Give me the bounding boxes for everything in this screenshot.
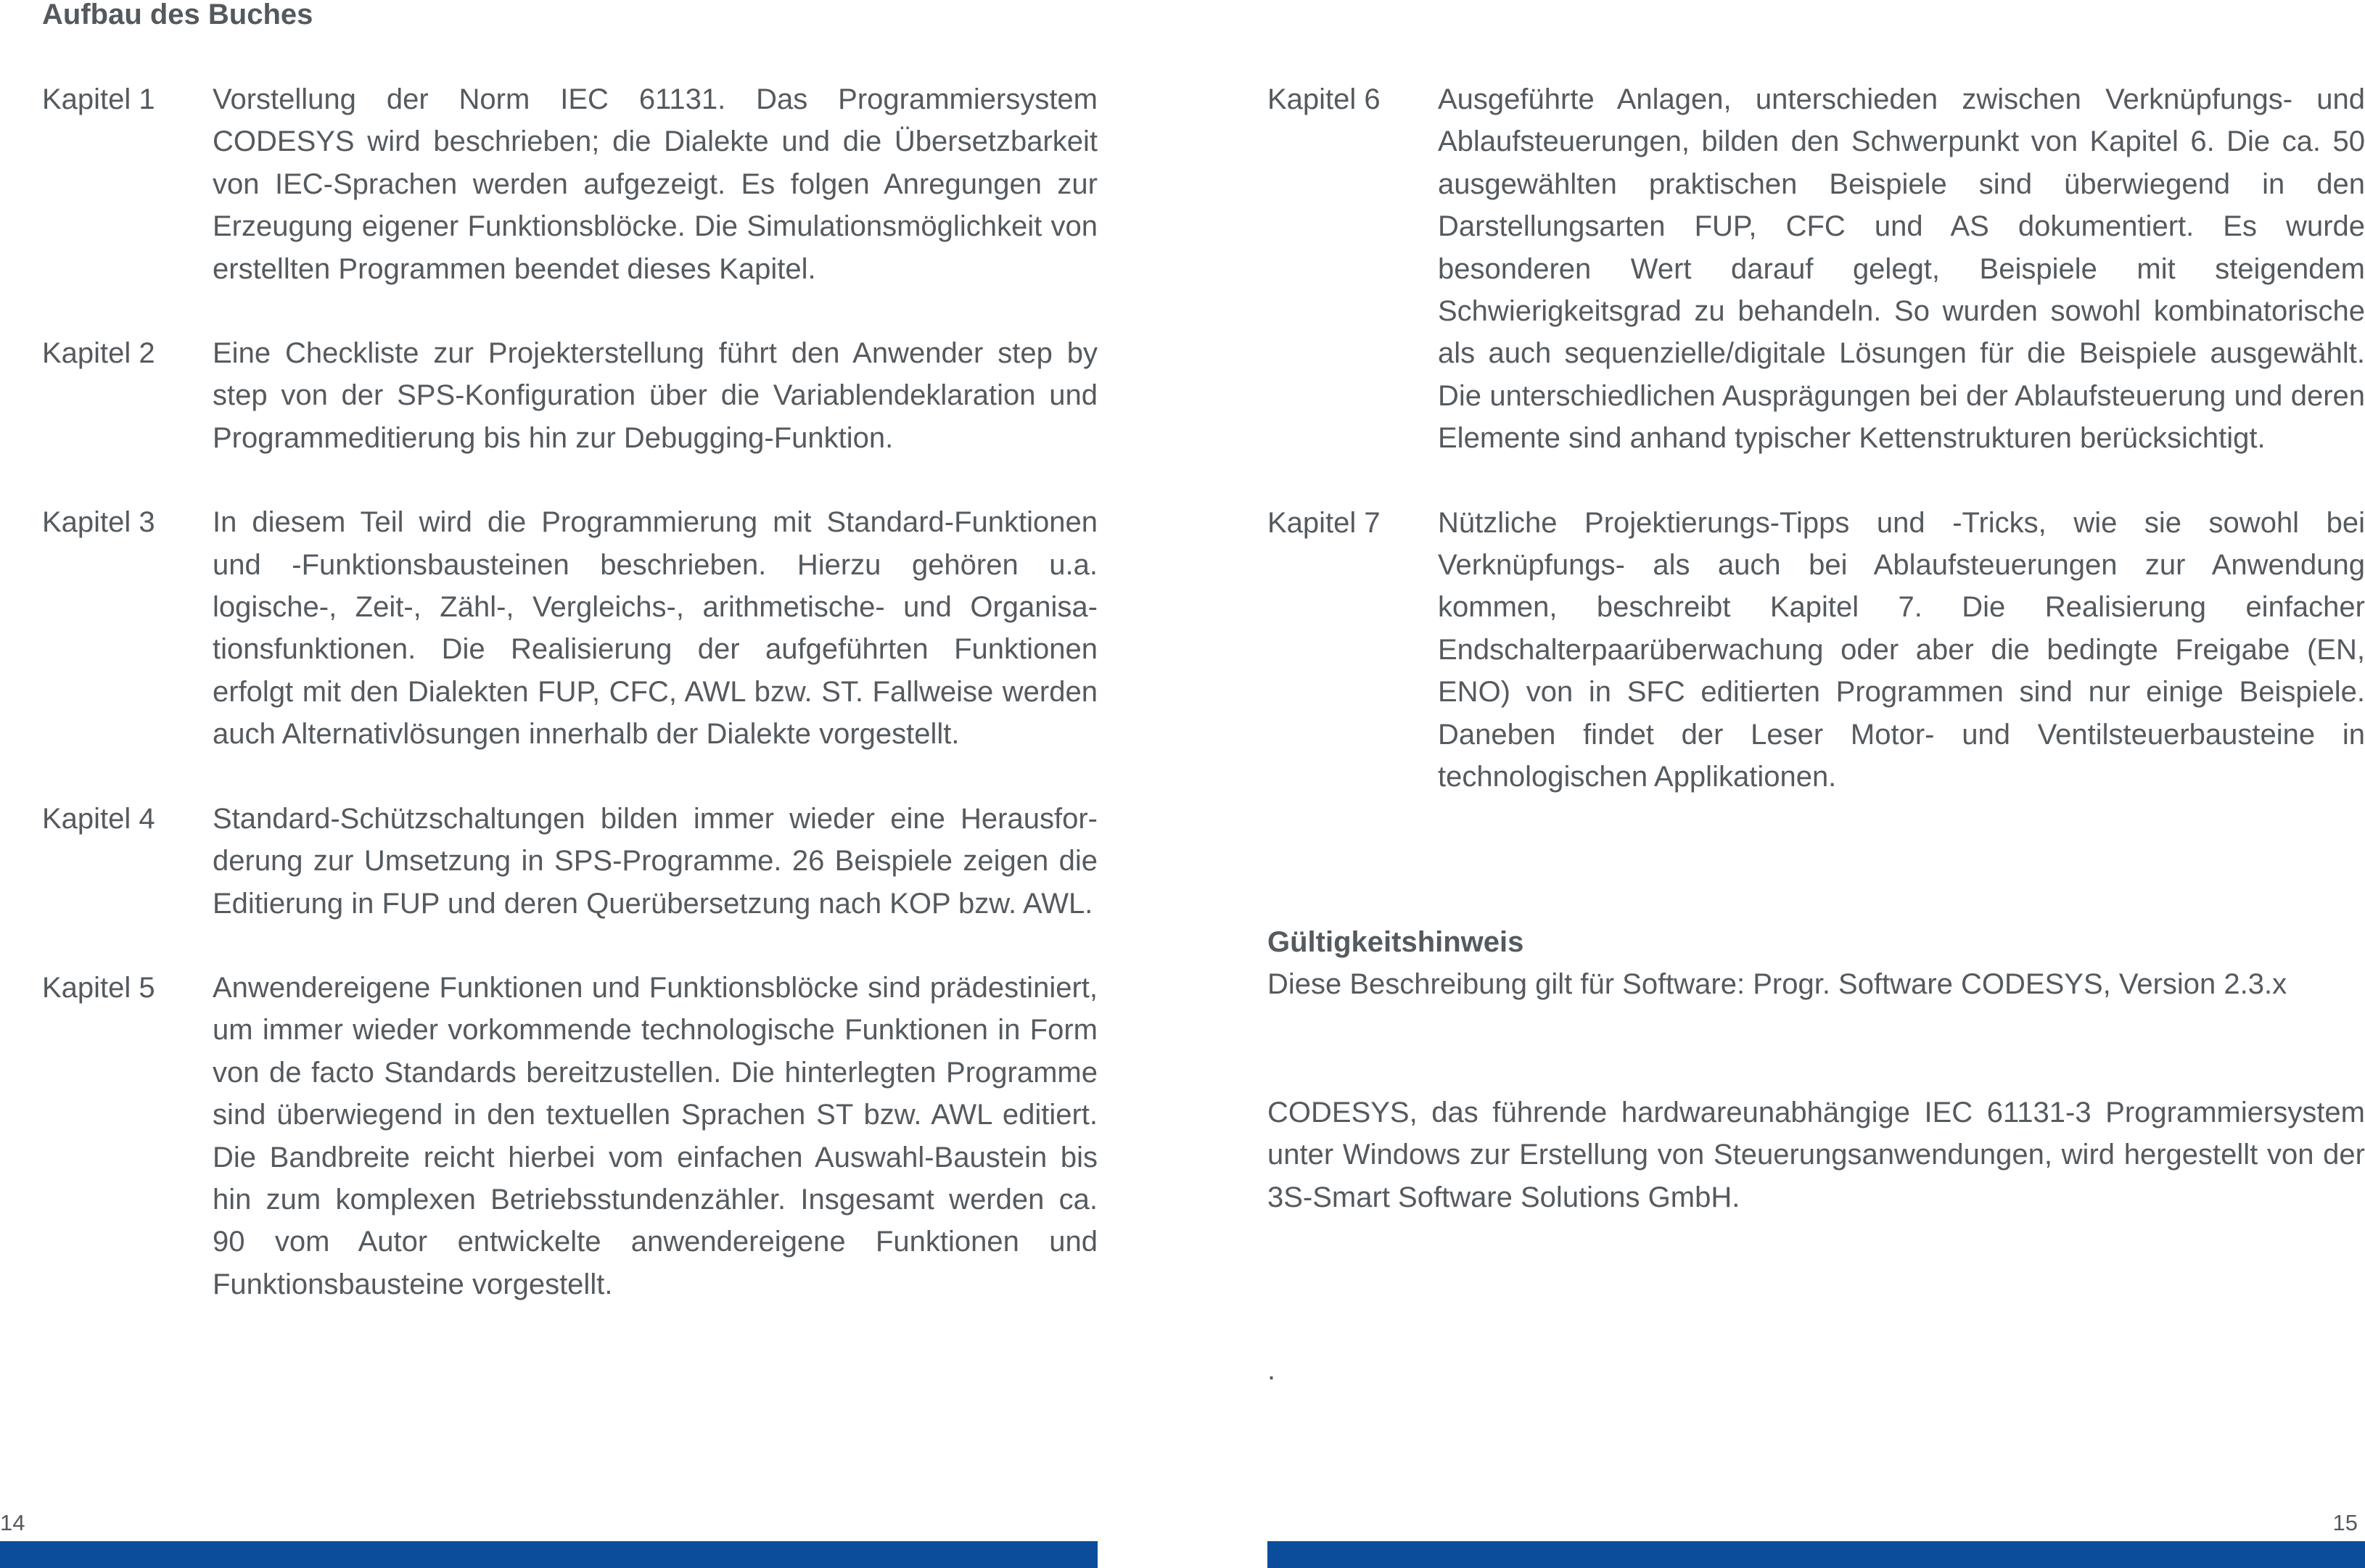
chapter-entry	[1267, 78, 2365, 460]
chapter-label: Kapitel 3	[42, 506, 155, 539]
chapter-text: Eine Checkliste zur Projekterstellung führt den Anwender step by step von der SPS-Konfiguration über die Variablendeklaration und Programmeditierung bis hin zur Debugging-Funktion.	[213, 337, 1098, 454]
validity-notice	[1267, 921, 2365, 1006]
stray-dot: .	[1267, 1354, 1276, 1386]
chapter-entry	[42, 332, 1098, 459]
chapter-label: Kapitel 1	[42, 83, 155, 115]
chapter-entry	[42, 798, 1098, 925]
notice-text: Diese Beschreibung gilt für Software: Progr. Software CODESYS, Version 2.3.x	[1267, 968, 2287, 1001]
page-number-right: 15	[2332, 1510, 2358, 1535]
left-column	[42, 78, 1098, 1348]
codesys-paragraph: CODESYS, das führende hardwareunabhängige IEC 61131-3 Programmiersystem unter Windows zur Erstellung von Steuerungsanwendungen, wird hergestellt von der 3S-Smart Software Solutions GmbH.	[1267, 1097, 2365, 1213]
chapter-text: Standard-Schützschaltungen bilden immer wieder eine Herausforderung zur Umsetzung in SPS-Programme. 26 Beispiele zeigen die Editierung in FUP und deren Querübersetzung nach KOP bzw. AWL.	[213, 802, 1098, 920]
chapter-text: Nützliche Projektierungs-Tipps und -Tricks, wie sie sowohl bei Verknüpfungs- als auch bei Ablaufsteuerungen zur Anwendung kommen, beschreibt Kapitel 7. Die Realisierung einfacher Endschalterpaarüberwachung oder aber die bedingte Freigabe (EN, ENO) von in SFC editierten Programmen sind nur einige Beispiele. Daneben findet der Leser Motor- und Ventilsteuerbausteine in technologischen Applikationen.	[1438, 506, 2365, 793]
footer-bar-right	[1267, 1541, 2365, 1568]
chapter-entry	[42, 967, 1098, 1305]
chapter-label: Kapitel 6	[1267, 83, 1381, 115]
chapter-entry	[42, 78, 1098, 290]
chapter-text: In diesem Teil wird die Programmierung mit Standard-Funktionen und -Funktionsbausteinen beschrieben. Hierzu gehören u.a. logische-, Zeit-, Zähl-, Vergleichs-, arithmetische- und Organisationsfunktionen. Die Realisierung der aufgeführten Funktionen erfolgt mit den Dialekten FUP, CFC, AWL bzw. ST. Fallweise werden auch Alternativlösungen innerhalb der Dialekte vorgestellt.	[213, 506, 1098, 751]
chapter-text: Anwendereigene Funktionen und Funktionsblöcke sind prädestiniert, um immer wieder vorkommende technologische Funktionen in Form von de facto Standards bereitzustellen. Die hinterlegten Programme sind überwiegend in den textuellen Sprachen ST bzw. AWL editiert. Die Bandbreite reicht hierbei vom einfachen Auswahl-Baustein bis hin zum komplexen Betriebsstundenzähler. Insgesamt werden ca. 90 vom Autor entwickelte anwendereigene Funktionen und Funktionsbausteine vorgestellt.	[213, 971, 1098, 1300]
page-number-left: 14	[0, 1510, 25, 1535]
chapter-label: Kapitel 4	[42, 802, 155, 835]
notice-title: Gültigkeitshinweis	[1267, 926, 1524, 958]
chapter-entry	[1267, 502, 2365, 799]
chapter-entry	[42, 501, 1098, 755]
chapter-text: Ausgeführte Anlagen, unterschieden zwischen Verknüpfungs- und Ablaufsteuerungen, bilden den Schwerpunkt von Kapitel 6. Die ca. 50 ausgewählten praktischen Beispiele sind überwiegend in den Darstellungsarten FUP, CFC und AS dokumentiert. Es wurde besonderen Wert darauf gelegt, Beispiele mit steigendem Schwierigkeitsgrad zu behandeln. So wurden sowohl kombinatorische als auch sequenzielle/digitale Lösungen für die Beispiele ausgewählt. Die unterschiedlichen Ausprägungen bei der Ablaufsteuerung und deren Elemente sind anhand typischer Kettenstrukturen berücksichtigt.	[1438, 83, 2365, 455]
right-column	[1267, 78, 2365, 841]
chapter-label: Kapitel 7	[1267, 506, 1381, 539]
page-heading: Aufbau des Buches	[42, 0, 313, 30]
chapter-label: Kapitel 2	[42, 337, 155, 370]
chapter-text: Vorstellung der Norm IEC 61131. Das Programmiersystem CODESYS wird beschrieben; die Dialekte und die Übersetzbarkeit von IEC-Sprachen werden aufgezeigt. Es folgen Anregungen zur Erzeugung eigener Funktionsblöcke. Die Simulationsmöglichkeit von erstellten Programmen beendet dieses Kapitel.	[213, 83, 1098, 285]
footer-bar-left	[0, 1541, 1098, 1568]
chapter-label: Kapitel 5	[42, 971, 155, 1004]
